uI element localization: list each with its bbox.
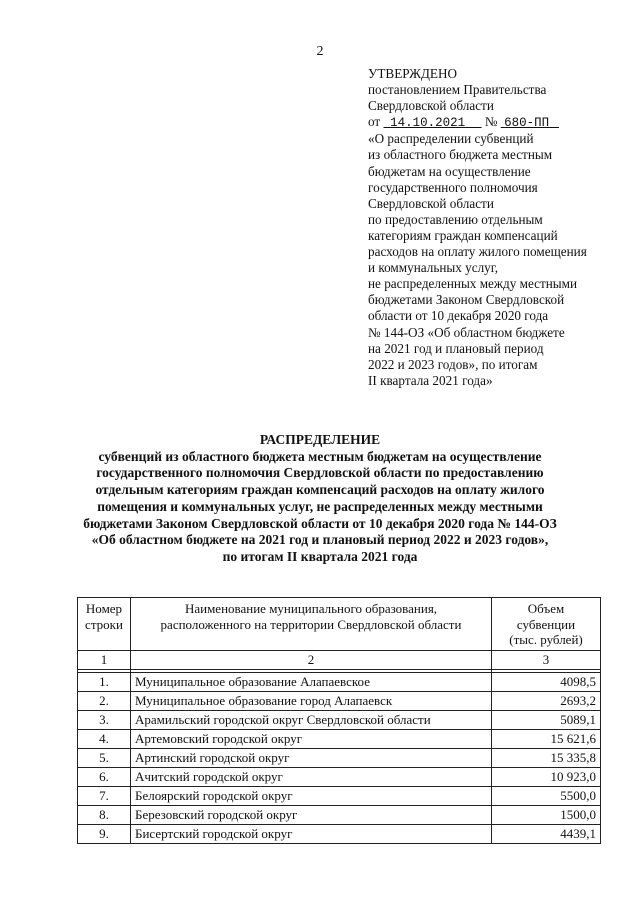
row-number-cell: 6. xyxy=(78,767,131,786)
header-text: строки xyxy=(85,616,123,632)
header-text: расположенного на территории Свердловской области xyxy=(160,616,462,632)
title-line: бюджетами Законом Свердловской области от 10 декабря 2020 года № 144-ОЗ xyxy=(83,515,557,531)
municipality-cell: Арамильский городской округ Свердловской области xyxy=(131,710,492,729)
table-header-row xyxy=(78,598,601,651)
row-number-cell: 4. xyxy=(78,729,131,748)
column-index: 2 xyxy=(131,650,492,669)
row-number-cell: 5. xyxy=(78,748,131,767)
title-line: государственного полномочия Свердловской области по предоставлению xyxy=(96,465,544,481)
amount-cell: 15 621,6 xyxy=(492,729,601,748)
table-row xyxy=(78,729,601,748)
municipality-cell: Муниципальное образование город Алапаевск xyxy=(131,691,492,710)
amount-cell: 1500,0 xyxy=(492,805,601,824)
municipality-cell: Березовский городской округ xyxy=(131,805,492,824)
approval-body-line: государственного полномочия xyxy=(368,179,538,195)
table-row xyxy=(78,805,601,824)
municipality-cell: Муниципальное образование Алапаевское xyxy=(131,672,492,691)
approval-body-line: расходов на оплату жилого помещения xyxy=(368,244,587,260)
amount-cell: 4098,5 xyxy=(492,672,601,691)
column-index-row xyxy=(78,650,601,669)
amount-cell: 4439,1 xyxy=(492,824,601,843)
approval-body-line: II квартала 2021 года» xyxy=(368,372,493,388)
row-number-cell: 3. xyxy=(78,710,131,729)
title-heading: РАСПРЕДЕЛЕНИЕ xyxy=(259,432,381,447)
approval-body-line: «О распределении субвенций xyxy=(368,131,534,147)
municipality-cell: Артемовский городской округ xyxy=(131,729,492,748)
municipality-cell: Ачитский городской округ xyxy=(131,767,492,786)
row-number-cell: 1. xyxy=(78,672,131,691)
approval-body-line: на 2021 год и плановый период xyxy=(368,340,544,356)
row-number-cell: 9. xyxy=(78,824,131,843)
title-line: субвенций из областного бюджета местным бюджетам на осуществление xyxy=(98,448,542,464)
header-text: Номер xyxy=(85,601,123,616)
amount-cell: 5089,1 xyxy=(492,710,601,729)
approval-heading: УТВЕРЖДЕНО xyxy=(368,66,458,81)
title-line: помещения и коммунальных услуг, не распределенных между местными xyxy=(97,498,543,514)
header-text: Объем xyxy=(527,601,565,616)
table-row xyxy=(78,786,601,805)
row-number-cell: 2. xyxy=(78,691,131,710)
approval-body-line: и коммунальных услуг, xyxy=(368,260,498,276)
amount-cell: 15 335,8 xyxy=(492,748,601,767)
amount-cell: 5500,0 xyxy=(492,786,601,805)
table-row xyxy=(78,824,601,843)
approval-body-line: по предоставлению отдельным xyxy=(368,211,543,227)
municipality-cell: Артинский городской округ xyxy=(131,748,492,767)
approval-body-line: № 144-ОЗ «Об областном бюджете xyxy=(368,324,565,340)
approval-date-line xyxy=(368,114,630,131)
document-title xyxy=(0,432,640,566)
table-row xyxy=(78,767,601,786)
approval-body-line: категориям граждан компенсаций xyxy=(368,227,558,243)
header-text: субвенции xyxy=(516,616,576,632)
municipality-cell: Белоярский городской округ xyxy=(131,786,492,805)
header-municipality xyxy=(131,598,492,651)
column-index: 1 xyxy=(78,650,131,669)
approval-body-line: Свердловской области xyxy=(368,195,494,211)
amount-cell: 2693,2 xyxy=(492,691,601,710)
title-line: «Об областном бюджете на 2021 год и плановый период 2022 и 2023 годов», xyxy=(91,532,549,548)
page-number: 2 xyxy=(316,44,324,59)
approval-block xyxy=(368,66,630,389)
approval-body-line: 2022 и 2023 годов», по итогам xyxy=(368,356,538,372)
table-row xyxy=(78,691,601,710)
column-index: 3 xyxy=(492,650,601,669)
approval-body-line: из областного бюджета местным xyxy=(368,147,553,163)
approval-body-line: не распределенных между местными xyxy=(368,276,578,292)
approval-date: 14.10.2021 xyxy=(390,116,466,131)
table-row xyxy=(78,710,601,729)
header-row-number xyxy=(78,598,131,651)
amount-cell: 10 923,0 xyxy=(492,767,601,786)
approval-body-line: бюджетам на осуществление xyxy=(368,163,531,179)
title-line: по итогам II квартала 2021 года xyxy=(222,548,418,564)
header-text: (тыс. рублей) xyxy=(509,632,583,647)
number-prefix: № xyxy=(484,114,498,130)
table-row xyxy=(78,672,601,691)
approval-body-line: бюджетами Законом Свердловской xyxy=(368,292,565,308)
approval-line-2: Свердловской области xyxy=(368,98,494,114)
header-text: Наименование муниципального образования, xyxy=(184,601,438,616)
approval-body-line: области от 10 декабря 2020 года xyxy=(368,308,549,324)
row-number-cell: 8. xyxy=(78,805,131,824)
date-prefix: от xyxy=(368,114,381,130)
header-amount xyxy=(492,598,601,651)
row-number-cell: 7. xyxy=(78,786,131,805)
approval-number: 680-ПП xyxy=(504,116,550,131)
distribution-table xyxy=(77,597,601,844)
table-row xyxy=(78,748,601,767)
municipality-cell: Бисертский городской округ xyxy=(131,824,492,843)
title-line: отдельным категориям граждан компенсаций расходов на оплату жилого xyxy=(95,482,545,498)
approval-line-1: постановлением Правительства xyxy=(368,82,547,98)
